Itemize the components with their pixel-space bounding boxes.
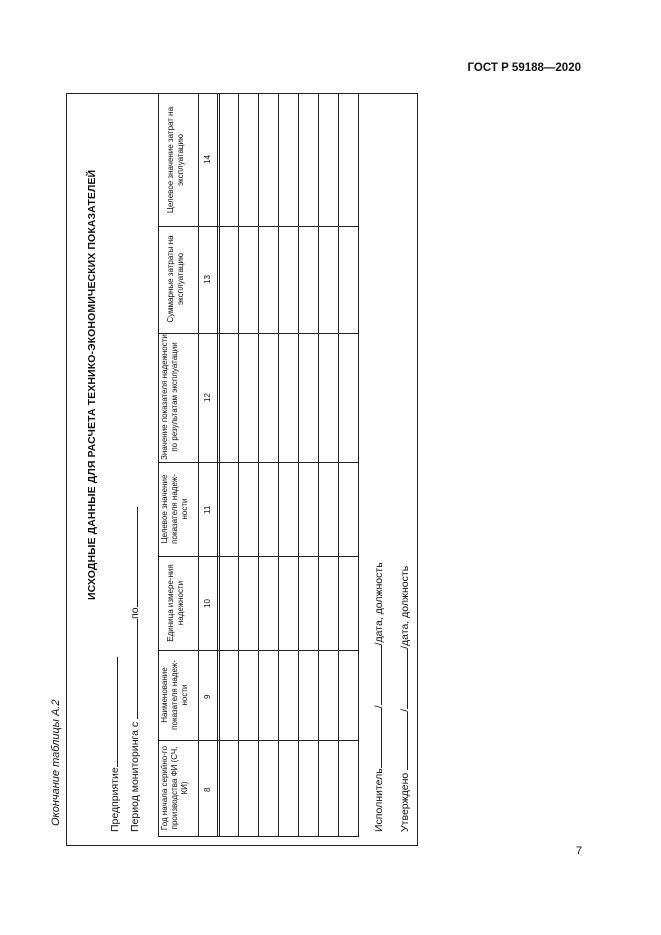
approved-field: Утверждено //дата, должность [399, 565, 411, 832]
executor-name-blank[interactable] [372, 708, 382, 768]
column-header: Наименование показателя надеж-ности [160, 660, 189, 730]
column-number: 12 [203, 393, 212, 402]
approved-name-blank[interactable] [398, 712, 408, 770]
approved-label: Утверждено [399, 772, 411, 832]
column-number: 8 [203, 787, 212, 792]
approved-date-blank[interactable] [398, 649, 408, 709]
column-header: Целевое значение показателя надеж-ности [160, 474, 189, 544]
period-to-label: по [129, 607, 141, 619]
column-header: Год начала серийно-го производства ФИ (СЧ, КИ) [160, 745, 189, 831]
column-header: Целевое значение затрат на эксплуатацию [166, 106, 185, 214]
column-header: Единица измере-ния надежности [166, 564, 185, 642]
enterprise-field [108, 657, 121, 832]
period-label: Период мониторинга с [129, 721, 141, 832]
column-header: Суммарные затраты на эксплуатацию [166, 235, 185, 323]
form-title: ИСХОДНЫЕ ДАННЫЕ ДЛЯ РАСЧЕТА ТЕХНИКО-ЭКОНОМИЧЕСКИХ ПОКАЗАТЕЛЕЙ [86, 169, 98, 600]
column-number: 14 [203, 155, 212, 164]
period-to-blank[interactable] [128, 507, 138, 607]
continuation-title: Окончание таблицы А.2 [50, 699, 62, 826]
page-number: 7 [576, 845, 583, 857]
enterprise-blank[interactable] [108, 657, 118, 767]
period-from-blank[interactable] [128, 619, 138, 719]
executor-date-blank[interactable] [372, 645, 382, 705]
executor-label: Исполнитель [373, 768, 385, 832]
column-header: Значение показателя надежности по результатам эксплуатации [160, 334, 179, 460]
column-number: 9 [203, 694, 212, 699]
period-field [128, 507, 141, 832]
column-number: 11 [203, 505, 212, 514]
column-number: 10 [203, 599, 212, 608]
document-code: ГОСТ Р 59188—2020 [467, 62, 581, 74]
enterprise-label: Предприятие [109, 767, 121, 832]
executor-field: Исполнитель//дата, должность [373, 562, 385, 832]
column-number: 13 [203, 275, 212, 284]
